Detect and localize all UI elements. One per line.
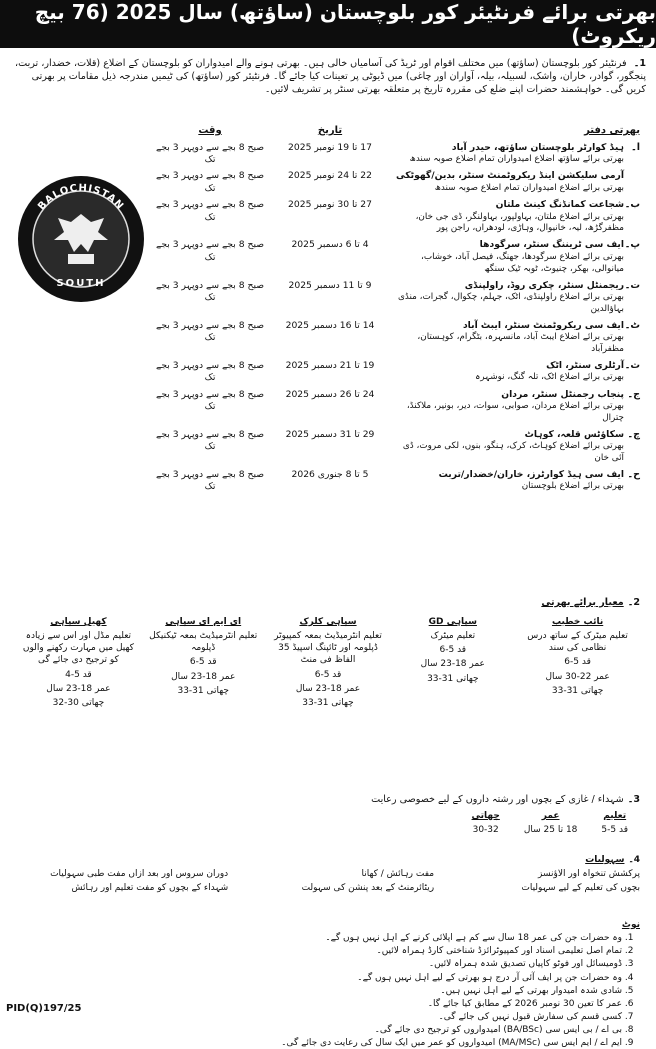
row-time: صبح 8 بجے سے دوپہر 3 بجے تک: [155, 279, 265, 303]
row-letter: ا۔: [631, 141, 640, 153]
row-time: صبح 8 بجے سے دوپہر 3 بجے تک: [155, 428, 265, 453]
relax-age: 18 تا 25 سال: [523, 825, 578, 836]
row-time: صبح 8 بجے سے دوپہر 3 بجے تک: [155, 170, 265, 194]
station-name: ایف سی ہیڈ کوارٹرز، خاران/خضدار/تربت: [438, 469, 624, 481]
header-time: وقت: [198, 125, 222, 136]
logo-top-text: BALOCHISTAN: [36, 182, 126, 213]
row-time: صبح 8 بجے سے دوپہر 3 بجے تک: [155, 359, 265, 384]
post-column: [390, 614, 515, 709]
advertisement-body: [6, 54, 650, 1049]
station-name: آرٹلری سنٹر، اٹک: [546, 359, 624, 371]
station-districts: بھرتی برائے اضلاع ملتان، بہاولپور، بہاولنگر، ڈی جی خان، مظفرگڑھ، لیہ، خانیوال، وہاڑی، لودھراں، راجن پور: [415, 211, 624, 234]
section-number: 1۔: [633, 58, 646, 69]
section-number: 3۔: [627, 794, 640, 805]
schedule-row: [16, 142, 640, 167]
fc-balochistan-south-logo: [16, 174, 146, 304]
row-station: [390, 469, 624, 493]
facility-item: دوران سروس اور بعد ازاں مفت طبی سہولیات: [50, 869, 229, 880]
station-districts: بھرتی برائے اضلاع امیدواران تمام اضلاع صوبہ سندھ: [434, 182, 624, 193]
station-name: پنجاب رجمنٹل سنٹر، مردان: [501, 388, 624, 400]
note-item: 5. شادی شدہ امیدوار بھرتی کے لیے اہل نہیں ہیں۔: [16, 985, 622, 997]
station-districts: بھرتی برائے ساؤتھ اضلاع امیدواران تمام اضلاع صوبہ سندھ: [409, 153, 624, 164]
notes-title: نوٹ: [621, 920, 640, 930]
header-date: تاریخ: [317, 125, 343, 136]
post-column: [515, 614, 640, 709]
row-date: 27 تا 30 نومبر 2025: [288, 199, 372, 211]
post-education: تعلیم میٹرک: [430, 631, 476, 642]
station-districts: بھرتی برائے اضلاع مردان، صوابی، سوات، دیر، بونیر، ملاکنڈ، چترال: [406, 401, 624, 424]
post-chest: چھاتی 30-32: [52, 697, 105, 708]
notes-list: [16, 932, 640, 1049]
station-name: شجاعت کمانڈنگ کینٹ ملتان: [495, 199, 624, 211]
post-education: تعلیم میٹرک کے ساتھ درس نظامی کی سند: [527, 631, 628, 654]
row-letter: پ۔: [624, 239, 640, 251]
post-age: عمر 18-23 سال: [420, 659, 485, 670]
note-item: 4. وہ حضرات جن پر ایف آئی آر درج ہو بھرتی کے لیے اہل نہیں ہوں گے۔: [16, 972, 622, 984]
post-age: عمر 18-23 سال: [46, 683, 111, 694]
station-name: ریجمنٹل سنٹر، چکری روڈ، راولپنڈی: [464, 279, 624, 291]
row-time: صبح 8 بجے سے دوپہر 3 بجے تک: [155, 319, 265, 344]
post-education: تعلیم مڈل اور اس سے زیادہ کھیل میں مہارت رکھنے والوں کو ترجیح دی جائے گی: [22, 631, 134, 666]
note-item: 7. کسی قسم کی سفارش قبول نہیں کی جائے گی۔: [16, 1011, 622, 1023]
post-age: عمر 18-23 سال: [295, 683, 361, 694]
post-column: [266, 614, 391, 709]
facility-item: ریٹائرمنٹ کے بعد پنشن کی سہولت: [301, 883, 435, 894]
relax-head-chest: چھاتی: [471, 810, 500, 821]
note-item: 1. وہ حضرات جن کی عمر 18 سال سے کم ہے اپلائی کرنے کے اہل نہیں ہوں گے۔: [16, 932, 622, 944]
header-station: بھرتی دفتر: [584, 125, 640, 136]
post-height: قد 5-6: [564, 657, 591, 668]
station-districts: بھرتی برائے اضلاع راولپنڈی، اٹک، جہلم، چکوال، گجرات، منڈی بہاؤالدین: [397, 291, 624, 314]
pid-code: PID(Q)197/25: [6, 1003, 82, 1014]
facility-item: بچوں کی تعلیم کے لیے سہولیات: [521, 883, 640, 894]
row-date: 4 تا 6 دسمبر 2025: [291, 239, 369, 251]
facility-item: شہداء کے بچوں کو مفت تعلیم اور رہائش: [71, 883, 229, 894]
section-number: 4۔: [628, 855, 640, 865]
eligibility-title: معیار برائے بھرتی: [541, 597, 624, 608]
note-item: 3. ڈومیسائل اور فوٹو کاپیاں تصدیق شدہ ہمراہ لائیں۔: [16, 958, 622, 970]
post-chest: چھاتی 31-33: [177, 685, 229, 696]
schedule-row: [16, 429, 640, 465]
note-item: 6. عمر کا تعین 30 نومبر 2026 کے مطابق کیا جائے گا۔: [16, 998, 622, 1010]
row-time: صبح 8 بجے سے دوپہر 3 بجے تک: [155, 388, 265, 413]
row-station: [390, 389, 624, 425]
note-item: 8. بی اے / بی ایس سی (BA/BSc) امیدواروں کو ترجیح دی جائے گی۔: [16, 1024, 622, 1036]
post-height: قد 5-6: [189, 657, 217, 668]
post-height: قد 5-6: [314, 669, 342, 680]
relaxation-section: [16, 794, 640, 837]
facilities-list: [16, 866, 640, 894]
schedule-row: [16, 469, 640, 494]
station-districts: بھرتی برائے اضلاع کوہاٹ، کرک، ہنگو، بنوں، لکی مروت، ڈی آئی خان: [402, 441, 624, 464]
post-chest: چھاتی 31-33: [427, 673, 479, 684]
row-station: [390, 142, 624, 166]
row-letter: ج۔: [627, 388, 640, 400]
row-station: [390, 199, 624, 235]
row-letter: ث۔: [624, 359, 640, 371]
station-name: ایف سی ریکروٹمنٹ سنٹر، ایبٹ آباد: [462, 319, 624, 331]
note-item: 9. ایم اے / ایم ایس سی (MA/MSc) امیدواروں کو عمر میں ایک سال کی رعایت دی جائے گی۔: [16, 1037, 622, 1049]
station-name: ہیڈ کوارٹر بلوچستان ساؤتھ، حیدر آباد: [451, 141, 624, 153]
facilities-title: سہولیات: [585, 855, 625, 865]
eligibility-section: [16, 597, 640, 709]
note-item: 2. تمام اصل تعلیمی اسناد اور کمپیوٹرائزڈ شناختی کارڈ ہمراہ لائیں۔: [16, 945, 622, 957]
post-education: تعلیم انٹرمیڈیٹ بمعہ کمپیوٹر ڈپلومہ اور ٹائپنگ اسپیڈ 35 الفاظ فی منٹ: [274, 631, 382, 666]
facilities-section: [16, 854, 640, 894]
row-station: [390, 360, 624, 384]
post-name: سپاہی GD: [428, 616, 477, 627]
banner-title: بھرتی برائے فرنٹیئر کور بلوچستان (ساؤتھ) سال 2025 (76 بیچ ریکروٹ): [34, 0, 656, 48]
row-date: 14 تا 16 دسمبر 2025: [285, 319, 375, 331]
row-date: 22 تا 24 نومبر 2025: [288, 170, 372, 182]
posts-table: [16, 614, 640, 709]
intro-paragraph: [14, 58, 646, 97]
post-name: ای ایم ای سپاہی: [165, 616, 242, 627]
post-height: قد 5-4: [65, 669, 92, 680]
logo-bottom-text: SOUTH: [56, 278, 106, 289]
relax-head-age: عمر: [541, 810, 560, 821]
facility-item: پرکشش تنخواہ اور الاؤنسز: [538, 869, 640, 880]
facility-item: مفت رہائش / کھانا: [361, 869, 435, 880]
station-name: سکاؤٹس قلعہ، کوہاٹ: [524, 428, 624, 440]
relaxation-title: شہداء / غازی کے بچوں اور رشتہ داروں کے لیے خصوصی رعایت: [371, 794, 624, 805]
station-districts: بھرتی برائے اضلاع ایبٹ آباد، مانسہرہ، بٹگرام، کوہستان، مظفرآباد: [417, 332, 624, 354]
relaxation-table: [460, 809, 640, 837]
post-column: [16, 614, 141, 709]
row-letter: چ۔: [627, 428, 640, 440]
row-date: 17 تا 19 نومبر 2025: [288, 141, 372, 153]
intro-text: فرنٹیئر کور بلوچستان (ساؤتھ) میں مختلف اقوام اور ٹریڈ کی آسامیاں خالی ہیں۔ بھرتی ہونے والے امیدواران کو بلوچستان کے اضلاع (قلات، خضدار، تربت، پنجگور، گوادر، خاران، واشک، لسبیلہ، بیلہ، آواران اور چاغی) میں ڈیوٹی پر تعینات کیا جائے گا۔ فرنٹیئر کور (ساؤتھ) کی ٹیمیں مندرجہ ذیل مقامات پر بھرتی کریں گی۔ خواہشمند حضرات اپنے ضلع کی مقررہ تاریخ پر متعلقہ بھرتی سنٹر پر تشریف لائیں۔: [15, 58, 646, 95]
relax-chest: 30-32: [472, 825, 499, 836]
relax-head-edu: تعلیم: [603, 810, 627, 821]
row-date: 19 تا 21 دسمبر 2025: [285, 359, 375, 371]
station-districts: بھرتی برائے اضلاع سرگودھا، جھنگ، فیصل آباد، خوشاب، میانوالی، بھکر، چنیوٹ، ٹوبہ ٹیک سنگھ: [421, 251, 624, 274]
post-chest: چھاتی 31-33: [302, 697, 354, 708]
row-letter: ت۔: [624, 279, 640, 291]
relax-edu: قد 5-5: [601, 825, 628, 836]
row-time: صبح 8 بجے سے دوپہر 3 بجے تک: [155, 239, 265, 263]
post-education: تعلیم انٹرمیڈیٹ بمعہ ٹیکنیکل ڈپلومہ: [149, 631, 258, 654]
title-banner: [0, 0, 656, 48]
row-station: [390, 239, 624, 275]
row-date: 24 تا 26 دسمبر 2025: [285, 388, 375, 400]
post-age: عمر 18-23 سال: [171, 671, 236, 682]
station-name: آرمی سلیکشن اینڈ ریکروٹمنٹ سنٹر، بدین/گھوٹکی: [396, 170, 624, 182]
row-letter: ٹ۔: [624, 319, 640, 331]
station-districts: بھرتی برائے اضلاع بلوچستان: [521, 481, 624, 492]
post-name: کھیل سپاہی: [50, 616, 107, 627]
schedule-header: [16, 124, 640, 138]
row-date: 29 تا 31 دسمبر 2025: [285, 428, 375, 440]
row-letter: ح۔: [627, 469, 640, 481]
post-height: قد 5-6: [439, 645, 467, 656]
post-column: [141, 614, 266, 709]
row-station: [390, 170, 624, 194]
row-time: صبح 8 بجے سے دوپہر 3 بجے تک: [155, 199, 265, 223]
row-date: 5 تا 8 جنوری 2026: [291, 469, 369, 481]
schedule-row: [16, 320, 640, 356]
row-station: [390, 320, 624, 356]
post-name: سپاہی کلرک: [299, 616, 357, 627]
row-letter: ب۔: [624, 199, 640, 211]
station-districts: بھرتی برائے اضلاع اٹک، تلہ گنگ، نوشہرہ: [475, 372, 624, 383]
notes-section: [16, 919, 640, 1049]
row-date: 9 تا 11 دسمبر 2025: [288, 279, 372, 291]
schedule-row: [16, 360, 640, 385]
post-chest: چھاتی 31-33: [551, 685, 604, 696]
post-name: نائب خطیب: [551, 616, 604, 627]
schedule-row: [16, 389, 640, 425]
post-age: عمر 22-30 سال: [545, 671, 610, 682]
row-station: [390, 429, 624, 465]
row-time: صبح 8 بجے سے دوپہر 3 بجے تک: [155, 469, 265, 493]
section-number: 2۔: [627, 597, 640, 608]
row-station: [390, 280, 624, 316]
station-name: ایف سی ٹریننگ سنٹر، سرگودھا: [479, 239, 624, 251]
row-time: صبح 8 بجے سے دوپہر 3 بجے تک: [155, 141, 265, 165]
